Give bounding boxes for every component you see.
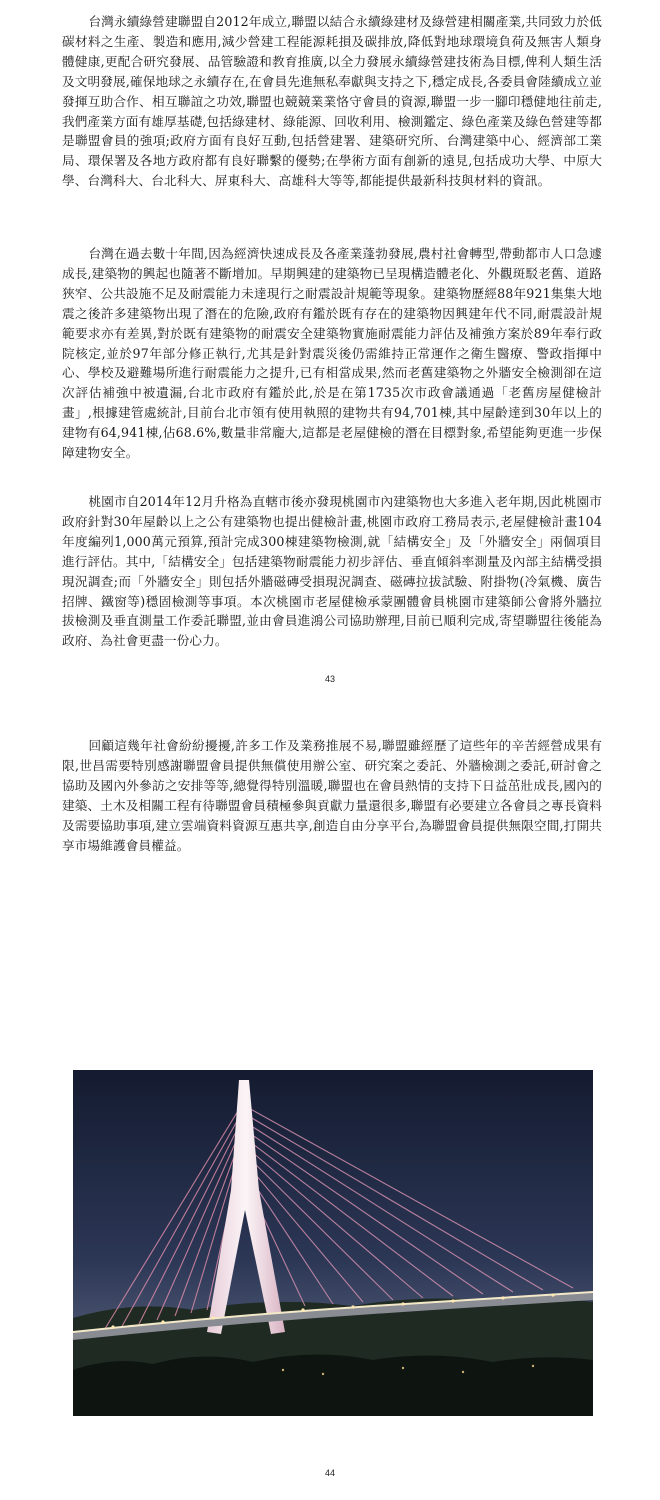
paragraph-taoyuan-inspection: 桃園市自2014年12月升格為直轄市後亦發現桃園市內建築物也大多進入老年期,因此桃園市政府針對30年屋齡以上之公有建築物也提出健檢計畫,桃園市政府工務局表示,老屋健檢計畫104年度編列1,000萬元預算,預計完成300棟建築物檢測,就「結構安全」及「外牆安全」兩個項目進行評估。其中,「結構安全」包括建築物耐震能力初步評估、垂直傾斜率測量及內部主結構受損現況調查;而「外牆安全」則包括外牆磁磚受損現況調查、磁磚拉拔試驗、附掛物(冷氣機、廣告招牌、鐵窗等)穩固檢測等事項。本次桃園市老屋健檢承蒙團體會員桃園市建築師公會將外牆拉拔檢測及垂直測量工作委託聯盟,並由會員進鴻公司協助辦理,目前已順利完成,寄望聯盟往後能為政府、為社會更盡一份心力。 [62, 494, 602, 649]
paragraph-building-aging: 台灣在過去數十年間,因為經濟快速成長及各產業蓬勃發展,農村社會轉型,帶動都市人口急遽成長,建築物的興起也隨著不斷增加。早期興建的建築物已呈現構造體老化、外觀斑駁老舊、道路狹窄、公共設施不足及耐震能力未達現行之耐震設計規範等現象。建築物歷經88年921集集大地震之後許多建築物出現了潛在的危險,政府有鑑於既有存在的建築物因興建年代不同,耐震設計規範要求亦有差異,對於既有建築物的耐震安全建築物實施耐震能力評估及補強方案於89年奉行政院核定,並於97年部分修正執行,尤其是針對震災後仍需維持正常運作之衛生醫療、警政指揮中心、學校及避難場所進行耐震能力之提升,已有相當成果,然而老舊建築物之外牆安全檢測卻在這次評估補強中被遺漏,台北市政府有鑑於此,於是在第1735次市政會議通過「老舊房屋健檢計畫」,根據建管處統計,目前台北市領有使用執照的建物共有94,701棟,其中屋齡達到30年以上的建物有64,941棟,佔68.6%,數量非常龐大,這都是老屋健檢的潛在目標對象,希望能夠更進一步保障建物安全。 [62, 246, 602, 461]
bridge-photo [73, 1070, 593, 1416]
page-43 [0, 0, 660, 690]
page-number: 43 [324, 674, 335, 684]
page-number: 44 [324, 1468, 335, 1478]
paragraph-retrospective: 回顧這幾年社會紛紛擾擾,許多工作及業務推展不易,聯盟雖經歷了這些年的辛苦經營成果有限,世昌需要特別感謝聯盟會員提供無償使用辦公室、研究案之委託、外牆檢測之委託,研討會之協助及國內外參訪之安排等等,總覺得特別溫暖,聯盟也在會員熱情的支持下日益茁壯成長,國內的建築、土木及相關工程有待聯盟會員積極參與貢獻力量還很多,聯盟有必要建立各會員之專長資料及需要協助事項,建立雲端資料資源互惠共享,創造自由分享平台,為聯盟會員提供無限空間,打開共享市場維護會員權益。 [62, 738, 602, 853]
page-44 [0, 690, 660, 1500]
foreground-trees [73, 1354, 593, 1416]
paragraph-alliance-intro: 台灣永續綠營建聯盟自2012年成立,聯盟以結合永續綠建材及綠營建相關產業,共同致力於低碳材料之生產、製造和應用,減少營建工程能源耗損及碳排放,降低對地球環境負荷及無害人類身體健康,更配合研究發展、品管驗證和教育推廣,以全力發展永續綠營建技術為目標,俾利人類生活及文明發展,確保地球之永續存在,在會員先進無私奉獻與支持之下,穩定成長,各委員會陸續成立並發揮互助合作、相互聯誼之功效,聯盟也競競業業恪守會員的資源,聯盟一步一腳印穩健地往前走,我們產業方面有雄厚基礎,包括綠建材、綠能源、回收利用、檢測鑑定、綠色產業及綠色營建等都是聯盟會員的強項;政府方面有良好互動,包括營建署、建築研究所、台灣建築中心、經濟部工業局、環保署及各地方政府都有良好聯繫的優勢;在學術方面有創新的遠見,包括成功大學、中原大學、台灣科大、台北科大、屏東科大、高雄科大等等,都能提供最新科技與材料的資訊。 [62, 14, 602, 189]
